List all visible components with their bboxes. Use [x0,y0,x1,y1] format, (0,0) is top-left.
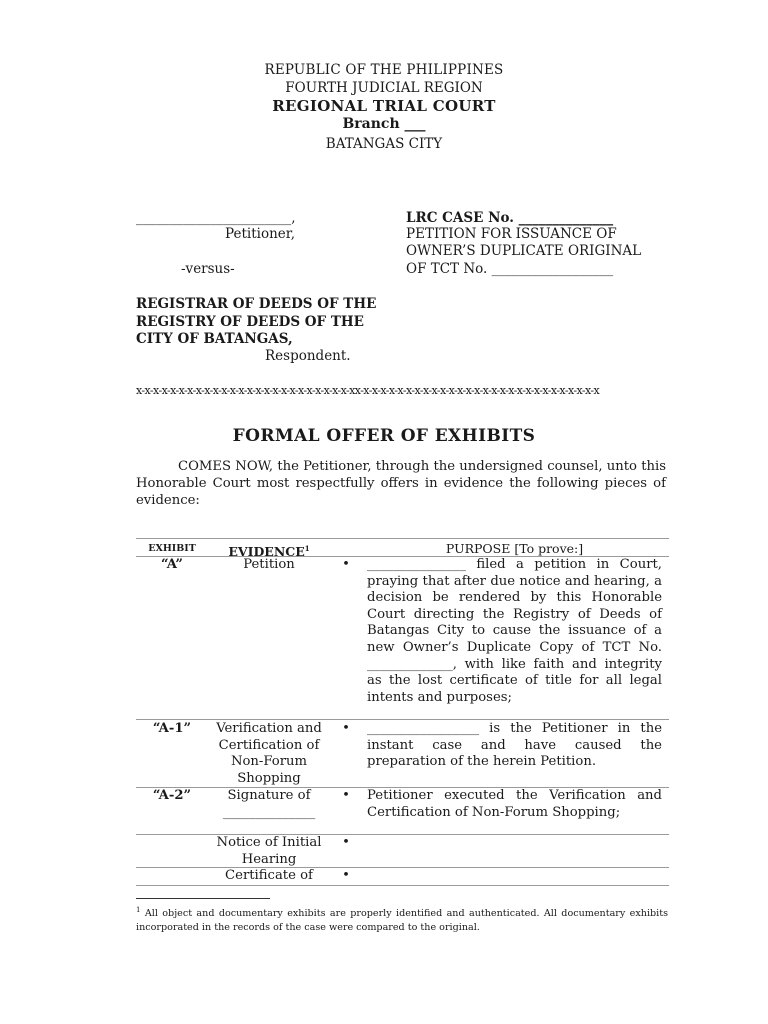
bullet-icon: • [342,835,350,850]
petition-line-1: PETITION FOR ISSUANCE OF [406,226,617,242]
exhibit-label: “A” [160,557,184,572]
evidence-label: Petition [243,557,295,572]
footnote-ref: 1 [304,544,310,553]
row-rule [136,885,669,886]
header-exhibit: EXHIBIT [148,543,196,554]
respondent-line-1: REGISTRAR OF DEEDS OF THE [136,296,377,312]
intro-paragraph [136,459,666,509]
footnote [136,904,668,934]
evidence-label: Certificate of [225,868,313,883]
header-republic: REPUBLIC OF THE PHILIPPINES [264,62,504,78]
exhibit-label: “A-1” [152,721,192,736]
purpose-text: Petitioner executed the Verification and Certification of Non-Forum Shopping; [367,788,662,820]
footnote-rule [136,898,270,899]
header-court: REGIONAL TRIAL COURT [272,97,496,115]
respondent-label: Respondent. [265,348,351,364]
versus-label: -versus- [181,261,235,277]
header-city: BATANGAS CITY [325,136,443,152]
case-number: LRC CASE No. ______________ [406,210,614,226]
intro-text: COMES NOW, the Petitioner, through the undersigned counsel, unto this Honorable Court most respectfully offers in evidence the following pieces of evidence: [136,459,666,508]
header-purpose: PURPOSE [To prove:] [445,541,584,556]
petition-line-2: OWNER’S DUPLICATE ORIGINAL [406,243,642,259]
exhibit-label: “A-2” [152,788,192,803]
petition-line-3: OF TCT No. __________________ [406,261,614,277]
header-branch: Branch ___ [342,116,426,132]
table-top-rule [136,538,669,539]
header-evidence-label: EVIDENCE [228,544,305,560]
row-rule [136,719,669,720]
bullet-icon: • [342,557,350,572]
respondent-line-2: REGISTRY OF DEEDS OF THE [136,314,364,330]
document-title: FORMAL OFFER OF EXHIBITS [232,426,536,446]
evidence-label: Notice of Initial Hearing [216,835,322,867]
footnote-marker: 1 [136,906,141,914]
petitioner-label: Petitioner, [225,226,296,242]
purpose-text: _________________ is the Petitioner in the instant case and have caused the preparation of the herein Petition. [367,721,662,770]
bullet-icon: • [342,868,350,883]
footnote-text: All object and documentary exhibits are properly identified and authenticated. All documentary exhibits incorporated in the records of the case were compared to the original. [136,908,668,933]
header-region: FOURTH JUDICIAL REGION [285,80,483,96]
purpose-text: _______________ filed a petition in Court, praying that after due notice and hearing, a decision be rendered by this Honorable Court directing the Registry of Deeds of Batangas City to cause the issuance of a new Owner’s Duplicate Copy of TCT No. _____________, with like faith and integrity as the lost certificate of title for all legal intents and purposes; [367,557,662,705]
bullet-icon: • [342,788,350,803]
evidence-label: Signature of ______________ [222,788,316,820]
caption-separator: x-x-x-x-x-x-x-x-x-x-x-x-x-x-x-x-x-x-x-x-x-x-x-x-x-xx-x-x-x-x-x-x-x-x-x-x-x-x-x-x-x-x-x-x-x-x-x-x-x-x-x-x-x-x [136,384,600,397]
petitioner-blank: _______________________, [136,210,296,226]
respondent-line-3: CITY OF BATANGAS, [136,331,293,347]
bullet-icon: • [342,721,350,736]
evidence-label: Verification and Certification of Non-Forum Shopping [216,721,322,786]
